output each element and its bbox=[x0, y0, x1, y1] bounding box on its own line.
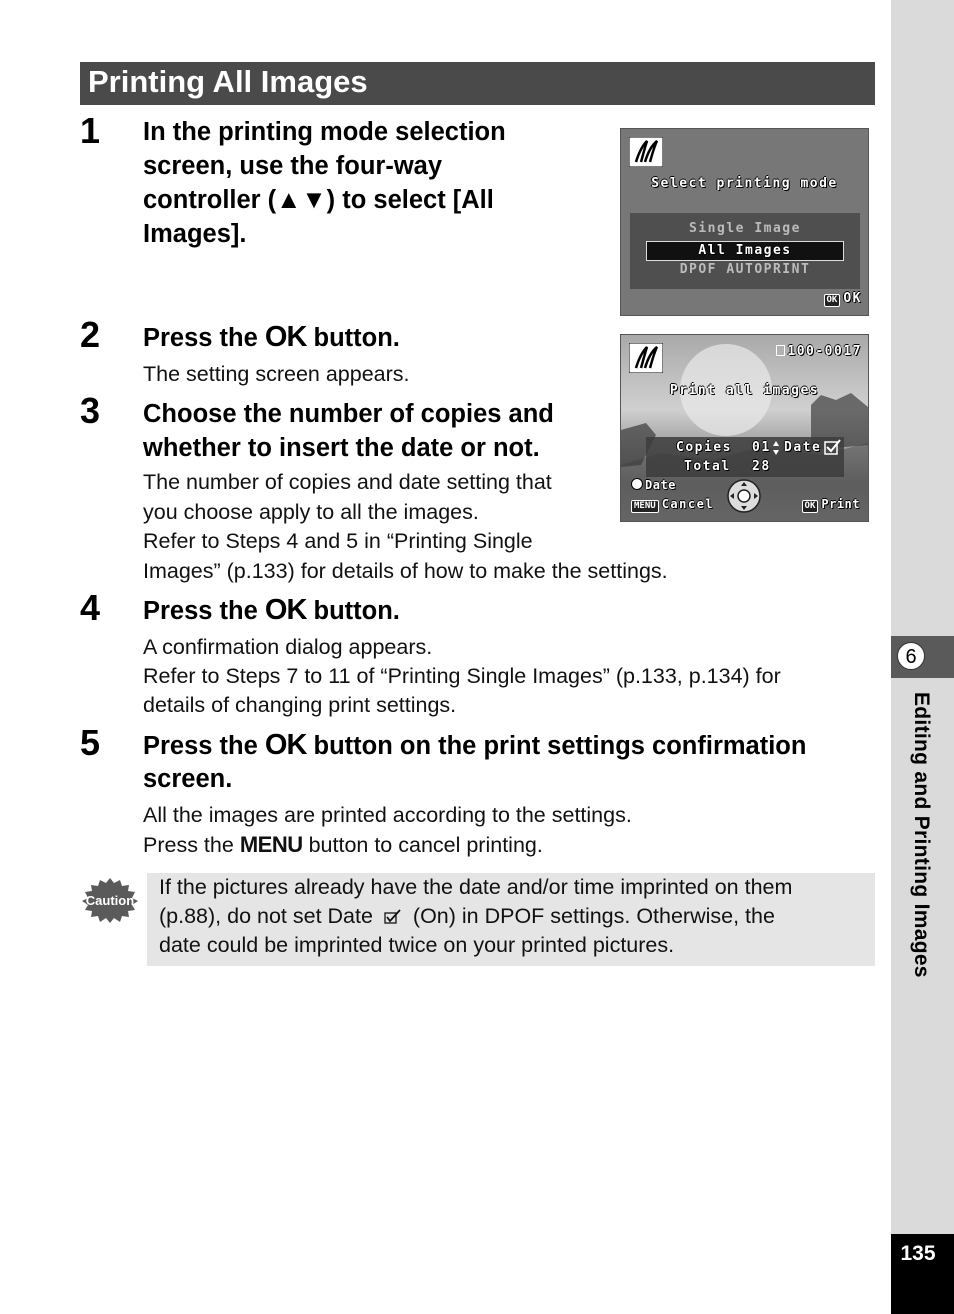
pictbridge-icon bbox=[629, 343, 663, 373]
step-5-number: 5 bbox=[80, 722, 101, 763]
date-check-icon bbox=[383, 908, 403, 925]
print-hint[interactable] bbox=[802, 497, 860, 513]
print-all-screen bbox=[620, 334, 869, 522]
total-value: 28 bbox=[752, 459, 771, 474]
ok-button-glyph: OK bbox=[264, 594, 307, 626]
step-4-body-line-3: details of changing print settings. bbox=[143, 693, 457, 717]
caution-line-3: date could be imprinted twice on your printed pictures. bbox=[159, 933, 675, 957]
file-icon bbox=[776, 345, 785, 356]
step-2-number: 2 bbox=[80, 314, 101, 355]
date-button-label: Date bbox=[645, 478, 676, 492]
step-4-number: 4 bbox=[80, 587, 101, 628]
cancel-label: Cancel bbox=[661, 497, 715, 511]
step-5-body-line-2 bbox=[143, 830, 543, 861]
option-all-images: All Images bbox=[698, 243, 792, 258]
step-5-heading-post: button on the print settings confirmation bbox=[313, 732, 807, 760]
step-4-body-line-1: A confirmation dialog appears. bbox=[143, 635, 433, 659]
screen-title: Print all images bbox=[669, 383, 820, 398]
file-number bbox=[776, 344, 862, 359]
step-4-heading-post: button. bbox=[313, 597, 400, 625]
print-label: Print bbox=[821, 497, 860, 511]
green-button-icon bbox=[631, 478, 643, 490]
step-2-heading bbox=[143, 320, 400, 355]
option-all-images-highlight[interactable] bbox=[646, 241, 844, 261]
caution-line-2-pre: (p.88), do not set Date bbox=[159, 904, 373, 928]
ok-key-icon: OK bbox=[802, 500, 819, 513]
step-2-body: The setting screen appears. bbox=[143, 362, 410, 386]
date-button-hint[interactable] bbox=[631, 478, 676, 492]
total-label: Total bbox=[684, 459, 731, 474]
step-3-number: 3 bbox=[80, 390, 101, 431]
option-dpof-autoprint[interactable]: DPOF AUTOPRINT bbox=[679, 262, 811, 277]
step-4-heading-pre: Press the bbox=[143, 597, 258, 625]
step-5-body-line-1: All the images are printed according to the settings. bbox=[143, 803, 632, 827]
copies-value[interactable]: 01 bbox=[752, 440, 771, 455]
step-1-number: 1 bbox=[80, 110, 101, 151]
ok-button-glyph: OK bbox=[264, 321, 307, 353]
chapter-label: Editing and Printing Images bbox=[910, 692, 933, 978]
cancel-hint[interactable] bbox=[631, 497, 714, 513]
step-5-heading-pre: Press the bbox=[143, 732, 258, 760]
step-3-body-line-1: The number of copies and date setting that bbox=[143, 470, 552, 494]
page-number: 135 bbox=[900, 1242, 936, 1265]
step-3-body-line-4: Images” (p.133) for details of how to make the settings. bbox=[143, 559, 668, 583]
step-3-body-line-2: you choose apply to all the images. bbox=[143, 500, 479, 524]
option-single-image[interactable]: Single Image bbox=[689, 221, 801, 236]
caution-line-2 bbox=[159, 902, 871, 932]
caution-line-1: If the pictures already have the date and/or time imprinted on them bbox=[159, 875, 793, 899]
printing-mode-screen bbox=[620, 128, 869, 316]
screen-title: Select printing mode bbox=[651, 176, 838, 191]
step-5-heading-line-2: screen. bbox=[143, 765, 233, 793]
ok-hint-label: OK bbox=[843, 291, 862, 306]
section-title: Printing All Images bbox=[88, 64, 368, 99]
pictbridge-icon bbox=[629, 137, 663, 167]
date-label: Date bbox=[784, 440, 822, 455]
file-number-text: 100-0017 bbox=[787, 344, 862, 359]
up-down-arrows-icon bbox=[772, 440, 780, 456]
menu-button-glyph: MENU bbox=[239, 832, 303, 857]
ok-hint bbox=[824, 291, 863, 307]
step-2-heading-post: button. bbox=[313, 324, 400, 352]
settings-panel bbox=[646, 437, 844, 477]
step-3-heading: Choose the number of copies and whether to insert the date or not. bbox=[143, 400, 554, 462]
menu-key-icon: MENU bbox=[631, 500, 659, 513]
mode-menu bbox=[630, 213, 860, 289]
step-4-heading bbox=[143, 593, 400, 628]
ok-button-glyph: OK bbox=[264, 729, 307, 761]
step-2-heading-pre: Press the bbox=[143, 324, 258, 352]
step-4-body-line-2: Refer to Steps 7 to 11 of “Printing Single Images” (p.133, p.134) for bbox=[143, 664, 781, 688]
caution-line-2-post: (On) in DPOF settings. Otherwise, the bbox=[412, 904, 775, 928]
step-1-heading: In the printing mode selection screen, use the four-way controller (▲▼) to select [All Images]. bbox=[143, 118, 506, 248]
caution-icon bbox=[81, 877, 139, 923]
ok-key-icon: OK bbox=[824, 294, 841, 307]
copies-label: Copies bbox=[676, 440, 732, 455]
chapter-number: 6 bbox=[897, 642, 925, 670]
date-checkbox-icon[interactable] bbox=[824, 439, 841, 455]
step-5-body-post: button to cancel printing. bbox=[308, 833, 543, 857]
step-5-body-pre: Press the bbox=[143, 833, 234, 857]
section-title-bar bbox=[80, 62, 875, 105]
caution-icon-text: Caution bbox=[85, 893, 135, 908]
step-3-body-line-3: Refer to Steps 4 and 5 in “Printing Single bbox=[143, 529, 533, 553]
step-5-heading bbox=[143, 728, 806, 763]
four-way-controller-icon bbox=[725, 477, 763, 515]
